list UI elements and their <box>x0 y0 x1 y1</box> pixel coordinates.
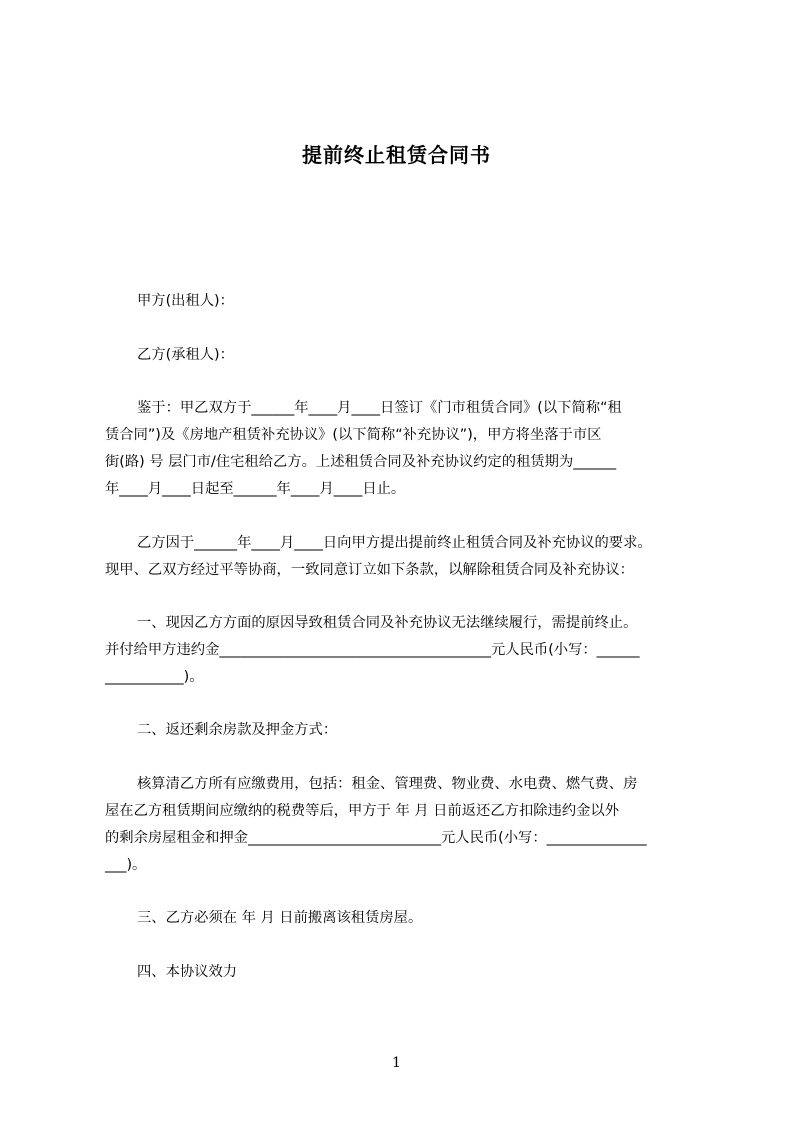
clause1-line-3: ___________)。 <box>105 669 204 685</box>
page-number: 1 <box>392 1055 401 1071</box>
clause2-line-1: 核算清乙方所有应缴费用，包括：租金、管理费、物业费、水电费、燃气费、房 <box>137 776 638 792</box>
clause2-line-4: ___)。 <box>105 857 147 873</box>
clause2-heading: 二、返还剩余房款及押金方式： <box>137 722 338 738</box>
document-title: 提前终止租赁合同书 <box>302 143 491 167</box>
clause2-line-2: 屋在乙方租赁期间应缴纳的税费等后，甲方于 年 月 日前返还乙方扣除违约金以外 <box>105 803 620 819</box>
recital-line-2: 赁合同”)及《房地产租赁补充协议》(以下简称“补充协议”)，甲方将坐落于市区 <box>105 427 602 443</box>
recital-line-3: 街(路) 号 层门市/住宅租给乙方。上述租赁合同及补充协议约定的租赁期为______ <box>105 454 617 470</box>
clause4-heading: 四、本协议效力 <box>137 964 238 980</box>
clause1-line-2: 并付给甲方违约金______________________________________元人民币(小写：______ <box>105 642 640 658</box>
request-line-2: 现甲、乙双方经过平等协商，一致同意订立如下条款，以解除租赁合同及补充协议： <box>105 562 634 578</box>
clause3: 三、乙方必须在 年 月 日前搬离该租赁房屋。 <box>137 910 423 926</box>
clause2-line-3: 的剩余房屋租金和押金___________________________元人民币(小写：______________ <box>105 830 647 846</box>
party-b-label: 乙方(承租人)： <box>137 347 234 363</box>
party-a-label: 甲方(出租人)： <box>137 293 234 309</box>
recital-line-1: 鉴于：甲乙双方于______年____月____日签订《门市租赁合同》(以下简称“租 <box>137 400 622 416</box>
clause1-line-1: 一、现因乙方方面的原因导致租赁合同及补充协议无法继续履行，需提前终止。 <box>137 615 638 631</box>
recital-line-4: 年____月____日起至______年____月____日止。 <box>105 481 406 497</box>
request-line-1: 乙方因于______年____月____日向甲方提出提前终止租赁合同及补充协议的要求。 <box>137 535 652 551</box>
